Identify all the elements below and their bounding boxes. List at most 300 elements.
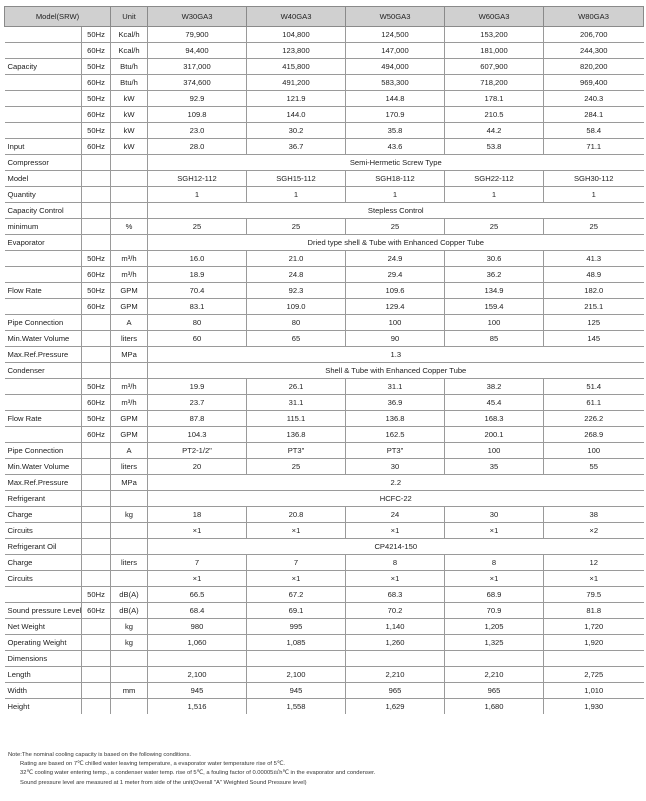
row-value: 607,900 (445, 59, 544, 75)
row-value: ×1 (148, 523, 247, 539)
table-row (5, 283, 644, 299)
row-label: Input (5, 139, 82, 155)
row-frequency (82, 203, 111, 219)
row-value: 38 (544, 507, 644, 523)
row-label: minimum (5, 219, 82, 235)
row-value: 491,200 (247, 75, 346, 91)
row-frequency: 60Hz (82, 299, 111, 315)
table-row (5, 59, 644, 75)
row-unit (111, 699, 148, 715)
row-value: 25 (346, 219, 445, 235)
row-value: ×1 (148, 571, 247, 587)
table-row (5, 379, 644, 395)
note-line: 32℃ cooling water entering temp., a condenser water temp. rise of 5℃, a fouling factor of 0.00005㎡h℃ in the evaporator and condenser. (20, 770, 376, 777)
row-label: Refrigerant (5, 491, 82, 507)
row-label (5, 251, 82, 267)
row-value: 134.9 (445, 283, 544, 299)
table-row (5, 91, 644, 107)
row-frequency (82, 635, 111, 651)
row-unit: mm (111, 683, 148, 699)
note-line: Note:The nominal cooling capacity is based on the following conditions. (8, 752, 192, 758)
row-unit: Btu/h (111, 75, 148, 91)
table-row (5, 219, 644, 235)
row-value: 820,200 (544, 59, 644, 75)
row-frequency: 60Hz (82, 395, 111, 411)
row-value: 80 (247, 315, 346, 331)
table-row (5, 155, 644, 171)
row-value: 2,725 (544, 667, 644, 683)
row-value: 60 (148, 331, 247, 347)
row-unit (111, 667, 148, 683)
specification-table (4, 6, 644, 714)
row-unit (111, 651, 148, 667)
row-frequency (82, 651, 111, 667)
table-row (5, 459, 644, 475)
row-value: 65 (247, 331, 346, 347)
row-value: ×1 (445, 523, 544, 539)
row-value: 1,558 (247, 699, 346, 715)
row-value: 124,500 (346, 27, 445, 43)
row-value: 494,000 (346, 59, 445, 75)
row-frequency: 50Hz (82, 27, 111, 43)
row-value: 1,325 (445, 635, 544, 651)
row-unit: Kcal/h (111, 27, 148, 43)
table-row (5, 667, 644, 683)
row-frequency (82, 363, 111, 379)
row-value: 215.1 (544, 299, 644, 315)
row-value: 2,210 (346, 667, 445, 683)
row-unit: m³/h (111, 251, 148, 267)
row-value: 1 (544, 187, 644, 203)
row-unit (111, 363, 148, 379)
row-value: 1,516 (148, 699, 247, 715)
table-row (5, 683, 644, 699)
table-row (5, 235, 644, 251)
row-value: 92.9 (148, 91, 247, 107)
row-label (5, 107, 82, 123)
row-value: 945 (247, 683, 346, 699)
table-row (5, 347, 644, 363)
row-value: 2,100 (148, 667, 247, 683)
table-row (5, 315, 644, 331)
row-frequency (82, 555, 111, 571)
row-unit: kW (111, 123, 148, 139)
row-unit (111, 171, 148, 187)
row-frequency (82, 155, 111, 171)
row-value: 41.3 (544, 251, 644, 267)
row-label: Pipe Connection (5, 443, 82, 459)
row-frequency (82, 315, 111, 331)
row-frequency: 50Hz (82, 91, 111, 107)
row-frequency (82, 667, 111, 683)
row-value: 1,260 (346, 635, 445, 651)
row-label (5, 75, 82, 91)
row-label: Max.Ref.Pressure (5, 347, 82, 363)
row-value: ×1 (544, 571, 644, 587)
row-value: 18 (148, 507, 247, 523)
row-unit: GPM (111, 283, 148, 299)
row-value: 100 (445, 315, 544, 331)
row-frequency (82, 491, 111, 507)
row-frequency: 50Hz (82, 379, 111, 395)
table-row (5, 187, 644, 203)
row-value: 23.0 (148, 123, 247, 139)
row-value: 718,200 (445, 75, 544, 91)
row-value: ×2 (544, 523, 644, 539)
row-label (5, 379, 82, 395)
table-row (5, 523, 644, 539)
table-row (5, 603, 644, 619)
row-value: 90 (346, 331, 445, 347)
row-frequency: 50Hz (82, 123, 111, 139)
row-value: 980 (148, 619, 247, 635)
notes (8, 751, 638, 788)
row-value: 1,010 (544, 683, 644, 699)
row-unit: Btu/h (111, 59, 148, 75)
row-value: 284.1 (544, 107, 644, 123)
table-row (5, 475, 644, 491)
row-value: 70.9 (445, 603, 544, 619)
header-model-2: W40GA3 (247, 7, 346, 27)
row-value: 51.4 (544, 379, 644, 395)
row-value: SGH12-112 (148, 171, 247, 187)
row-common-value: 1.3 (148, 347, 644, 363)
row-unit: liters (111, 459, 148, 475)
row-value: 240.3 (544, 91, 644, 107)
row-value: 81.8 (544, 603, 644, 619)
row-value: 995 (247, 619, 346, 635)
row-value: 144.0 (247, 107, 346, 123)
row-value: 1,085 (247, 635, 346, 651)
row-frequency: 60Hz (82, 427, 111, 443)
row-frequency: 60Hz (82, 43, 111, 59)
row-value: 38.2 (445, 379, 544, 395)
row-value: 20 (148, 459, 247, 475)
row-unit: m³/h (111, 267, 148, 283)
row-value: SGH22-112 (445, 171, 544, 187)
row-value: 53.8 (445, 139, 544, 155)
row-value: 7 (247, 555, 346, 571)
row-label: Width (5, 683, 82, 699)
row-value: 58.4 (544, 123, 644, 139)
row-value: 55 (544, 459, 644, 475)
row-value: 35.8 (346, 123, 445, 139)
note-line: Sound pressure level are measured at 1 meter from side of the unit(Overall "A" Weighted Sound Pressure level) (20, 779, 307, 786)
row-value: 1,720 (544, 619, 644, 635)
row-value: 48.9 (544, 267, 644, 283)
row-value: ×1 (346, 571, 445, 587)
row-value: 92.3 (247, 283, 346, 299)
row-value: 1 (346, 187, 445, 203)
row-unit (111, 203, 148, 219)
table-row (5, 491, 644, 507)
row-unit: dB(A) (111, 603, 148, 619)
row-frequency: 60Hz (82, 107, 111, 123)
row-label: Refrigerant Oil (5, 539, 82, 555)
row-label: Operating Weight (5, 635, 82, 651)
row-value: SGH18-112 (346, 171, 445, 187)
table-row (5, 267, 644, 283)
header-model-4: W60GA3 (445, 7, 544, 27)
row-label: Circuits (5, 571, 82, 587)
row-value: 104.3 (148, 427, 247, 443)
row-unit: % (111, 219, 148, 235)
table-row (5, 587, 644, 603)
row-frequency: 50Hz (82, 283, 111, 299)
row-value: 244,300 (544, 43, 644, 59)
row-value: 125 (544, 315, 644, 331)
row-unit (111, 571, 148, 587)
row-label: Max.Ref.Pressure (5, 475, 82, 491)
row-value: 1 (445, 187, 544, 203)
row-value: 200.1 (445, 427, 544, 443)
row-value: 136.8 (247, 427, 346, 443)
table-row (5, 107, 644, 123)
row-value: 43.6 (346, 139, 445, 155)
table-row (5, 443, 644, 459)
row-unit: kg (111, 635, 148, 651)
row-value: 7 (148, 555, 247, 571)
row-frequency: 60Hz (82, 267, 111, 283)
row-value: 21.0 (247, 251, 346, 267)
row-value: 969,400 (544, 75, 644, 91)
row-label: Pipe Connection (5, 315, 82, 331)
row-value: 71.1 (544, 139, 644, 155)
row-value: 8 (445, 555, 544, 571)
row-common-value: Stepless Control (148, 203, 644, 219)
row-value: 23.7 (148, 395, 247, 411)
row-unit: liters (111, 331, 148, 347)
row-label: Model (5, 171, 82, 187)
row-label (5, 43, 82, 59)
row-value: 25 (544, 219, 644, 235)
row-frequency (82, 331, 111, 347)
table-row (5, 299, 644, 315)
row-unit (111, 539, 148, 555)
row-value: ×1 (445, 571, 544, 587)
row-value: 1 (148, 187, 247, 203)
row-common-value: HCFC-22 (148, 491, 644, 507)
table-row (5, 571, 644, 587)
row-label: Min.Water Volume (5, 331, 82, 347)
row-value: 31.1 (346, 379, 445, 395)
row-value: 68.9 (445, 587, 544, 603)
row-frequency: 50Hz (82, 59, 111, 75)
row-value: 83.1 (148, 299, 247, 315)
row-value: 162.5 (346, 427, 445, 443)
table-row (5, 651, 644, 667)
row-value: 45.4 (445, 395, 544, 411)
row-value: 123,800 (247, 43, 346, 59)
row-unit: Kcal/h (111, 43, 148, 59)
row-value: 100 (445, 443, 544, 459)
table-row (5, 635, 644, 651)
row-unit (111, 491, 148, 507)
row-value: 136.8 (346, 411, 445, 427)
row-value: 79,900 (148, 27, 247, 43)
row-frequency (82, 171, 111, 187)
table-row (5, 43, 644, 59)
row-unit (111, 187, 148, 203)
row-value: 30 (346, 459, 445, 475)
table-row (5, 363, 644, 379)
row-value: 28.0 (148, 139, 247, 155)
row-unit (111, 155, 148, 171)
row-value: PT3" (346, 443, 445, 459)
row-value: 206,700 (544, 27, 644, 43)
row-value: 121.9 (247, 91, 346, 107)
row-value: 24.9 (346, 251, 445, 267)
row-unit: MPa (111, 475, 148, 491)
row-value: 147,000 (346, 43, 445, 59)
row-value: 100 (346, 315, 445, 331)
row-value: 1,060 (148, 635, 247, 651)
row-unit: A (111, 443, 148, 459)
row-value: 1,930 (544, 699, 644, 715)
row-label: Net Weight (5, 619, 82, 635)
row-value: 115.1 (247, 411, 346, 427)
row-unit (111, 235, 148, 251)
row-label (5, 27, 82, 43)
row-value: PT2-1/2" (148, 443, 247, 459)
row-value (148, 651, 247, 667)
header-unit: Unit (111, 7, 148, 27)
row-frequency: 60Hz (82, 603, 111, 619)
row-value: 35 (445, 459, 544, 475)
row-unit: GPM (111, 299, 148, 315)
row-value: 31.1 (247, 395, 346, 411)
row-frequency (82, 699, 111, 715)
row-label: Quantity (5, 187, 82, 203)
row-value: 109.0 (247, 299, 346, 315)
row-unit: kW (111, 139, 148, 155)
row-label (5, 299, 82, 315)
table-row (5, 699, 644, 715)
row-value: 80 (148, 315, 247, 331)
row-value: 25 (247, 459, 346, 475)
row-label: Charge (5, 507, 82, 523)
row-value: 24.8 (247, 267, 346, 283)
row-frequency (82, 187, 111, 203)
row-value: 30 (445, 507, 544, 523)
row-value: 144.8 (346, 91, 445, 107)
row-frequency (82, 443, 111, 459)
row-label: Compressor (5, 155, 82, 171)
row-frequency (82, 235, 111, 251)
row-unit: kg (111, 619, 148, 635)
row-value: 66.5 (148, 587, 247, 603)
table-row (5, 27, 644, 43)
row-frequency (82, 571, 111, 587)
row-value: 965 (445, 683, 544, 699)
row-value: 36.9 (346, 395, 445, 411)
row-value: 69.1 (247, 603, 346, 619)
row-value: 153,200 (445, 27, 544, 43)
row-label: Condenser (5, 363, 82, 379)
row-value: 19.9 (148, 379, 247, 395)
row-label: Evaporator (5, 235, 82, 251)
table-row (5, 539, 644, 555)
row-frequency (82, 219, 111, 235)
row-value: 268.9 (544, 427, 644, 443)
table-row (5, 331, 644, 347)
table-body (5, 27, 644, 715)
row-value (445, 651, 544, 667)
row-common-value: Shell & Tube with Enhanced Copper Tube (148, 363, 644, 379)
row-value: 68.4 (148, 603, 247, 619)
row-value: 100 (544, 443, 644, 459)
row-unit (111, 523, 148, 539)
table-row (5, 203, 644, 219)
row-common-value: Semi-Hermetic Screw Type (148, 155, 644, 171)
row-value: 70.4 (148, 283, 247, 299)
row-label: Height (5, 699, 82, 715)
row-value: 94,400 (148, 43, 247, 59)
row-value: 1 (247, 187, 346, 203)
row-unit: A (111, 315, 148, 331)
table-row (5, 427, 644, 443)
row-value: ×1 (247, 571, 346, 587)
table-row (5, 171, 644, 187)
row-frequency: 50Hz (82, 251, 111, 267)
row-value: 168.3 (445, 411, 544, 427)
row-unit: kW (111, 107, 148, 123)
row-frequency: 60Hz (82, 75, 111, 91)
row-value: 68.3 (346, 587, 445, 603)
row-frequency (82, 507, 111, 523)
row-frequency: 50Hz (82, 587, 111, 603)
row-value: 44.2 (445, 123, 544, 139)
row-value: 109.6 (346, 283, 445, 299)
row-unit: m³/h (111, 379, 148, 395)
table-row (5, 411, 644, 427)
row-value: 61.1 (544, 395, 644, 411)
row-frequency (82, 619, 111, 635)
row-value: 8 (346, 555, 445, 571)
table-row (5, 507, 644, 523)
row-value: 87.8 (148, 411, 247, 427)
row-label (5, 267, 82, 283)
row-value: 104,800 (247, 27, 346, 43)
row-value: 25 (445, 219, 544, 235)
row-label: Flow Rate (5, 411, 82, 427)
row-frequency: 60Hz (82, 139, 111, 155)
row-value: 182.0 (544, 283, 644, 299)
row-value (544, 651, 644, 667)
row-unit: GPM (111, 411, 148, 427)
row-value: 2,100 (247, 667, 346, 683)
table-row (5, 555, 644, 571)
row-value: 145 (544, 331, 644, 347)
row-value: 79.5 (544, 587, 644, 603)
row-common-value: CP4214-150 (148, 539, 644, 555)
row-value: 170.9 (346, 107, 445, 123)
header-model-1: W30GA3 (148, 7, 247, 27)
table-row (5, 619, 644, 635)
row-unit: liters (111, 555, 148, 571)
row-value: 1,629 (346, 699, 445, 715)
row-value: ×1 (247, 523, 346, 539)
row-common-value: Dried type shell & Tube with Enhanced Copper Tube (148, 235, 644, 251)
row-value: 181,000 (445, 43, 544, 59)
row-unit: kg (111, 507, 148, 523)
table-row (5, 251, 644, 267)
row-value: 1,920 (544, 635, 644, 651)
row-value: 210.5 (445, 107, 544, 123)
row-value: 29.4 (346, 267, 445, 283)
row-unit: GPM (111, 427, 148, 443)
row-value: 70.2 (346, 603, 445, 619)
